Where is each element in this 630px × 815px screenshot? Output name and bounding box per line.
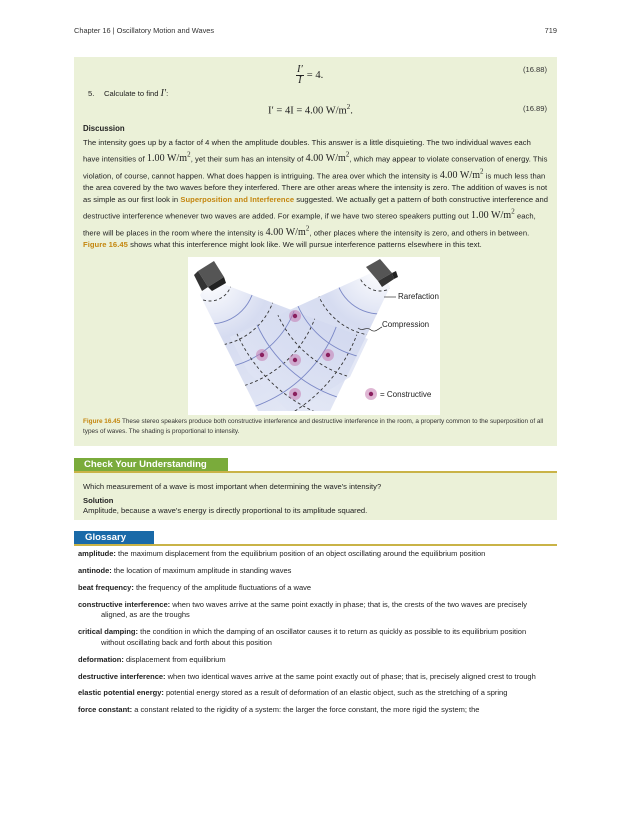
glossary-definition: when two identical waves arrive at the same point exactly out of phase; that is, precisely aligned crest to trough bbox=[167, 671, 536, 681]
figure-caption bbox=[83, 417, 549, 437]
glossary-item-critical-damping bbox=[78, 627, 550, 648]
value-1 bbox=[147, 153, 191, 164]
glossary-definition: the frequency of the amplitude fluctuations of a wave bbox=[135, 582, 312, 592]
glossary-term: elastic potential energy: bbox=[78, 688, 164, 698]
step-number: 5. bbox=[88, 89, 95, 98]
glossary-list bbox=[78, 549, 550, 722]
value-5 bbox=[265, 224, 310, 238]
glossary-term: destructive interference: bbox=[78, 671, 166, 681]
discussion-paragraph bbox=[83, 137, 549, 251]
value-4 bbox=[471, 210, 515, 221]
glossary-term: force constant: bbox=[78, 705, 133, 715]
glossary-rule bbox=[74, 544, 557, 546]
fraction-numerator: I′ bbox=[297, 64, 303, 75]
value-2 bbox=[306, 153, 350, 164]
glossary-item-elastic-potential-energy bbox=[78, 688, 550, 699]
check-question: Which measurement of a wave is most important when determining the wave's intensity? bbox=[83, 482, 382, 491]
text-run: The intensity goes up by a factor of 4 when the amplitude doubles. This answer is a little disquieting. The two individual waves each have intensities of bbox=[83, 138, 531, 164]
text-run: is much less than the area covered by the two waves before they interfered. There are other areas where the intensity is zero. The addition of waves is not as simple as our first look in bbox=[83, 170, 548, 205]
page-number: 719 bbox=[544, 26, 557, 35]
figure-16-45 bbox=[188, 257, 440, 415]
equation-exponent: 2 bbox=[346, 103, 351, 111]
step-text: Calculate to find bbox=[104, 89, 159, 98]
glossary-item-deformation bbox=[78, 655, 550, 666]
equation-16-89 bbox=[268, 103, 353, 117]
glossary-definition: the location of maximum amplitude in standing waves bbox=[113, 565, 292, 575]
discussion-heading: Discussion bbox=[83, 124, 125, 133]
link-figure-16-45[interactable]: Figure 16.45 bbox=[83, 239, 128, 249]
label-compression: Compression bbox=[382, 320, 430, 329]
equation-16-88 bbox=[296, 65, 323, 86]
fraction bbox=[296, 65, 304, 86]
glossary-term: antinode: bbox=[78, 565, 112, 575]
glossary-term: beat frequency: bbox=[78, 582, 134, 592]
superscript: 2 bbox=[511, 208, 515, 217]
glossary-item-destructive-interference bbox=[78, 672, 550, 683]
glossary-term: amplitude: bbox=[78, 549, 116, 558]
value-text: 1.00 W/m bbox=[470, 210, 512, 222]
interference-diagram bbox=[188, 257, 440, 415]
label-rarefaction: Rarefaction bbox=[398, 292, 439, 301]
glossary-item-antinode bbox=[78, 566, 550, 577]
link-superposition-and-interference[interactable]: Superposition and Interference bbox=[180, 195, 295, 205]
superscript: 2 bbox=[345, 151, 350, 160]
label-constructive: = Constructive bbox=[380, 390, 432, 399]
step-5 bbox=[88, 88, 168, 99]
glossary-definition: the condition in which the damping of an oscillator causes it to return as quickly as possible to its equilibrium position without oscillating back and forth about this position bbox=[101, 627, 527, 647]
step-colon: : bbox=[166, 89, 169, 98]
step-variable: I′ bbox=[160, 88, 167, 99]
glossary-item-amplitude bbox=[78, 549, 550, 560]
solution-heading: Solution bbox=[83, 496, 114, 505]
value-text: 1.00 W/m bbox=[146, 153, 188, 165]
fraction-denominator: I bbox=[298, 75, 302, 86]
superscript: 2 bbox=[187, 151, 191, 160]
glossary-definition: when two waves arrive at the same point exactly in phase; that is, the crests of the two waves are precisely aligned, as are the troughs bbox=[101, 599, 527, 620]
value-text: 4.00 W/m bbox=[265, 226, 306, 238]
glossary-title: Glossary bbox=[74, 531, 154, 545]
equation-expression: I′ = 4I = 4.00 W/m bbox=[268, 105, 347, 117]
glossary-item-constructive-interference bbox=[78, 600, 550, 621]
text-run: , which may appear to violate conservation of energy. This violation, of course, cannot happen. What does happen is intriguing. The area over which the intensity is bbox=[83, 154, 548, 180]
glossary-term: deformation: bbox=[78, 654, 124, 664]
solution-answer: Amplitude, because a wave's energy is directly proportional to its amplitude squared. bbox=[83, 506, 368, 515]
equation-number-16-89: (16.89) bbox=[522, 104, 547, 113]
check-understanding-title: Check Your Understanding bbox=[74, 458, 228, 472]
glossary-definition: a constant related to the rigidity of a system: the larger the force constant, the more rigid the system; the bbox=[134, 705, 480, 715]
glossary-item-force-constant bbox=[78, 705, 550, 716]
glossary-term: critical damping: bbox=[78, 627, 139, 637]
value-text: 4.00 W/m bbox=[305, 153, 346, 165]
superscript: 2 bbox=[480, 167, 484, 176]
glossary-definition: potential energy stored as a result of deformation of an elastic object, such as the stretching of a spring bbox=[165, 688, 508, 698]
equation-period: . bbox=[350, 105, 353, 117]
glossary-term: constructive interference: bbox=[78, 599, 171, 609]
glossary-item-beat-frequency bbox=[78, 583, 550, 594]
value-text: 4.00 W/m bbox=[439, 169, 481, 181]
text-run: , other places where the intensity is zero, and others in between. bbox=[309, 227, 530, 237]
equation-rhs: = 4. bbox=[306, 70, 324, 81]
value-3 bbox=[439, 167, 484, 181]
text-run: shows what this interference might look like. We will pursue interference patterns elsewhere in this text. bbox=[130, 239, 482, 249]
glossary-definition: displacement from equilibrium bbox=[125, 654, 226, 664]
text-run: , yet their sum has an intensity of bbox=[190, 154, 304, 164]
chapter-title: Chapter 16 | Oscillatory Motion and Waves bbox=[74, 26, 215, 35]
caption-label: Figure 16.45 bbox=[83, 418, 121, 425]
constructive-legend-icon bbox=[365, 388, 377, 400]
text-run: suggested. We actually get a pattern of both constructive interference and destructive interference whenever two waves are added. For example, if we have two stereo speakers putting out bbox=[83, 195, 549, 221]
check-understanding-box bbox=[74, 473, 557, 520]
caption-text: These stereo speakers produce both constructive interference and destructive interference in the room, a property common to the superposition of all types of waves. The shading is proportional to intensity. bbox=[83, 418, 544, 435]
glossary-definition: the maximum displacement from the equilibrium position of an object oscillating around the equilibrium position bbox=[118, 549, 486, 558]
example-box bbox=[74, 57, 557, 446]
text-run: each, there will be places in the room where the intensity is bbox=[83, 211, 536, 237]
superscript: 2 bbox=[305, 224, 310, 233]
equation-number-16-88: (16.88) bbox=[522, 65, 547, 74]
